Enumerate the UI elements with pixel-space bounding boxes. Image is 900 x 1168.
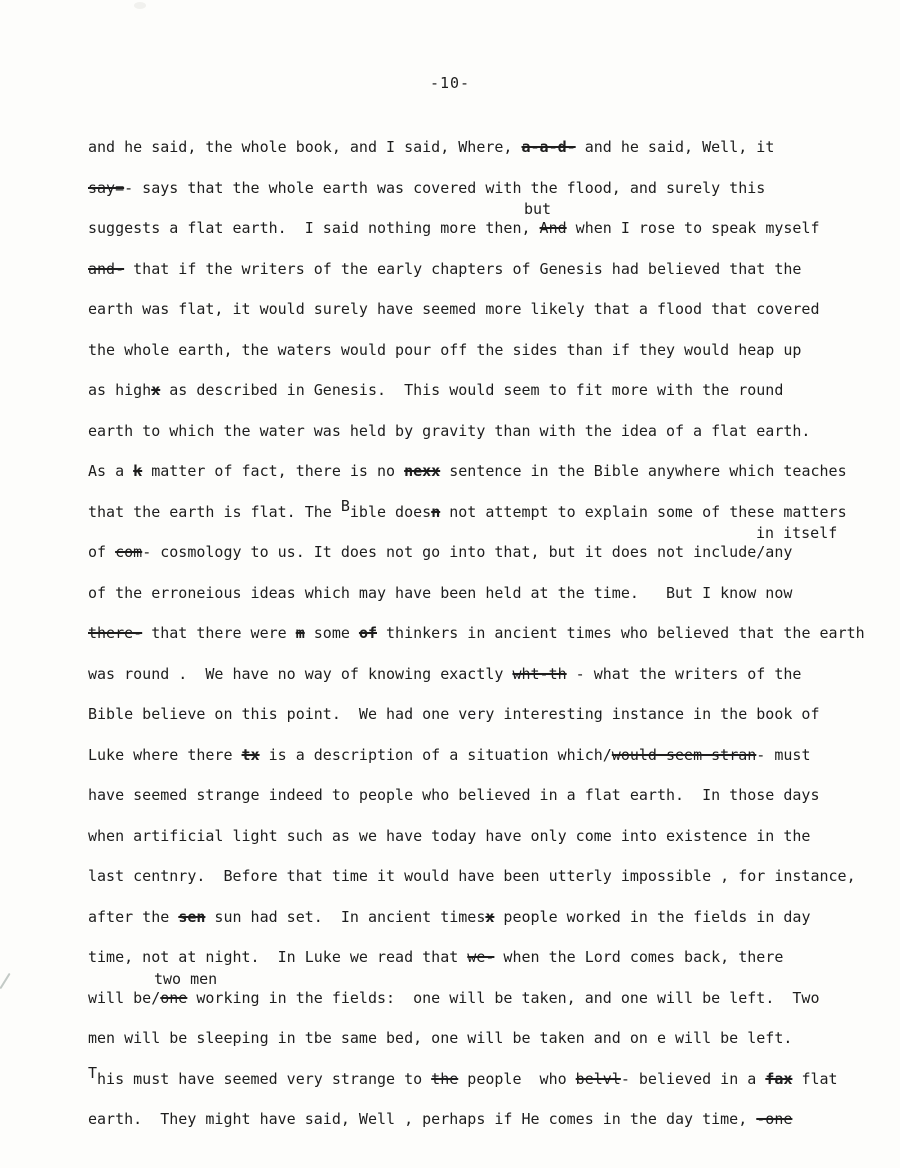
overtyped-text: x	[151, 381, 161, 399]
page-number: -10-	[429, 74, 471, 92]
text-run: As a	[88, 462, 134, 480]
text-run: people worked in the fields in day	[494, 907, 811, 926]
text-run: - believed in a	[620, 1069, 766, 1088]
inserted-word: two men	[154, 969, 218, 988]
text-run: Luke where there	[88, 745, 242, 764]
text-run: his must have seemed very strange to	[97, 1069, 432, 1088]
text-run: is a description of a situation which/	[259, 745, 612, 764]
text-line	[88, 775, 888, 816]
text-run: thinkers in ancient times who believed that the earth	[377, 624, 865, 642]
text-line	[88, 451, 888, 492]
text-run: working in the fields: one will be taken, and one will be left. Two	[187, 988, 820, 1007]
text-line	[88, 127, 888, 168]
text-run: and he said, Well, it	[575, 138, 775, 156]
text-run: when the Lord comes back, there	[494, 948, 784, 966]
text-run: sun had set. In ancient times	[205, 907, 486, 926]
text-run: of the erroneious ideas which may have been held at the time. But I know now	[88, 583, 793, 602]
text-line	[88, 856, 888, 897]
text-run: of	[88, 543, 116, 561]
text-run: after the	[88, 907, 179, 926]
text-run: - what the writers of the	[566, 664, 802, 683]
text-line	[88, 1059, 888, 1100]
text-run: - cosmology to us. It does not go into that, but it does not include/any	[142, 543, 793, 561]
text-run: men will be sleeping in tbe same bed, one will be taken and on e will be left.	[88, 1029, 793, 1047]
overtyped-text: sen	[178, 907, 206, 926]
overtyped-text: n	[431, 502, 441, 521]
text-line	[88, 1018, 888, 1059]
text-line	[88, 573, 888, 614]
struck-text: there-	[88, 624, 143, 642]
struck-text: belvl	[575, 1069, 621, 1088]
overtyped-text: fax	[765, 1069, 793, 1088]
text-line	[88, 816, 888, 857]
text-run: people who	[458, 1069, 576, 1088]
struck-text: And	[539, 219, 567, 237]
text-run: and he said, the whole book, and I said, Where,	[88, 138, 522, 156]
text-body	[88, 127, 888, 1140]
struck-text: -one	[756, 1110, 793, 1128]
text-run: - must	[756, 745, 811, 764]
overtyped-text: tx	[241, 745, 260, 764]
raised-letter: T	[88, 1063, 98, 1082]
overtyped-text: k	[133, 462, 143, 480]
pencil-mark	[0, 973, 11, 989]
text-line	[88, 249, 888, 290]
text-run: earth to which the water was held by gravity than with the idea of a flat earth.	[88, 421, 811, 440]
text-line	[88, 969, 888, 1019]
text-line	[88, 1099, 888, 1140]
text-run: earth was flat, it would surely have seemed more likely that a flood that covered	[88, 300, 820, 318]
overtyped-text: a-a-d-	[521, 138, 576, 156]
text-line	[88, 694, 888, 735]
overtyped-text: of	[358, 624, 377, 642]
text-run: suggests a flat earth. I said nothing more then,	[88, 219, 540, 237]
text-line	[88, 289, 888, 330]
text-line	[88, 613, 888, 654]
text-run: the whole earth, the waters would pour off the sides than if they would heap up	[88, 340, 802, 359]
paper-smudge	[134, 2, 146, 9]
struck-text: and-	[88, 259, 125, 278]
struck-text: one	[160, 988, 188, 1007]
raised-letter: B	[340, 496, 350, 515]
text-run: flat	[792, 1069, 838, 1088]
text-run: Bible believe on this point. We had one very interesting instance in the book of	[88, 705, 820, 723]
overtyped-text: m	[295, 624, 305, 642]
struck-text: wht-th	[512, 664, 567, 683]
text-run: matter of fact, there is no	[142, 462, 405, 480]
text-run: not attempt to explain some of these matters	[440, 502, 847, 521]
text-line	[88, 330, 888, 371]
struck-text: com	[115, 543, 143, 561]
overtyped-text: x	[485, 907, 495, 926]
text-run: that if the writers of the early chapters of Genesis had believed that the	[124, 259, 802, 278]
struck-text: would seem stran	[611, 745, 757, 764]
text-run: as high	[88, 381, 152, 399]
text-line	[88, 654, 888, 695]
text-run: time, not at night. In Luke we read that	[88, 948, 468, 966]
text-run: earth. They might have said, Well , perhaps if He comes in the day time,	[88, 1110, 757, 1128]
text-line	[88, 897, 888, 938]
text-run: that the earth is flat. The	[88, 502, 341, 521]
struck-text: we-	[467, 948, 495, 966]
text-run: when I rose to speak myself	[566, 219, 820, 237]
text-line	[88, 200, 888, 249]
text-run: have seemed strange indeed to people who believed in a flat earth. In those days	[88, 786, 820, 804]
text-run: sentence in the Bible anywhere which teaches	[440, 462, 847, 480]
text-line	[88, 735, 888, 776]
text-run: as described in Genesis. This would seem to fit more with the round	[160, 381, 784, 399]
struck-text: the	[431, 1069, 459, 1088]
inserted-word: but	[524, 200, 552, 218]
text-run: was round . We have no way of knowing exactly	[88, 664, 513, 683]
text-run: some	[304, 624, 359, 642]
text-line	[88, 524, 888, 573]
text-line	[88, 168, 888, 209]
text-run: that there were	[142, 624, 296, 642]
text-run: ible does	[349, 502, 432, 521]
inserted-word: in itself	[756, 524, 838, 542]
text-run: when artificial light such as we have today have only come into existence in the	[88, 826, 811, 845]
text-line	[88, 370, 888, 411]
text-run: - says that the whole earth was covered with the flood, and surely this	[124, 178, 766, 197]
overtyped-text: nexx	[404, 462, 441, 480]
text-run: last centnry. Before that time it would have been utterly impossible , for instance,	[88, 867, 856, 885]
text-run: will be/	[88, 988, 161, 1007]
text-line	[88, 411, 888, 452]
struck-text: say=	[88, 178, 125, 197]
